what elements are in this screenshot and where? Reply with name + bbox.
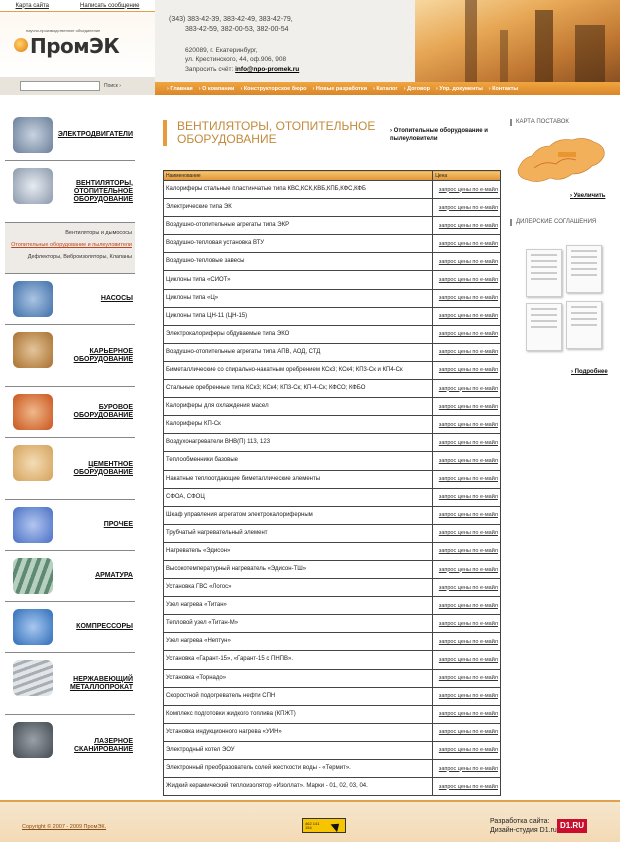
delivery-map[interactable] bbox=[514, 130, 608, 190]
price-request-link[interactable]: запрос цены по e-майл bbox=[433, 217, 501, 235]
product-name: Установка «Гарант-15», «Гарант-15 с ПНПВ». bbox=[164, 651, 433, 669]
category-label: ЛАЗЕРНОЕ СКАНИРОВАНИЕ bbox=[73, 738, 133, 753]
copyright[interactable]: Copyright © 2007 - 2009 ПромЭК. bbox=[22, 824, 107, 830]
category-item[interactable] bbox=[5, 274, 135, 325]
product-name: Стальные оребренные типа КСк3; КСк4; КП3-Ск; КП-4-Ск; КФСО; КФБО bbox=[164, 380, 433, 398]
category-label: КОМПРЕССОРЫ bbox=[76, 623, 133, 630]
request-label: Запросить счёт: bbox=[185, 66, 234, 73]
product-table bbox=[163, 170, 501, 796]
category-item[interactable] bbox=[5, 653, 135, 715]
category-label: БУРОВОЕ ОБОРУДОВАНИЕ bbox=[73, 404, 133, 419]
price-request-link[interactable]: запрос цены по e-майл bbox=[433, 380, 501, 398]
table-row bbox=[164, 741, 501, 759]
product-name: Тепловой узел «Титан-М» bbox=[164, 615, 433, 633]
price-request-link[interactable]: запрос цены по e-майл bbox=[433, 506, 501, 524]
table-row bbox=[164, 760, 501, 778]
price-request-link[interactable]: запрос цены по e-майл bbox=[433, 579, 501, 597]
certificate-thumbnail[interactable] bbox=[566, 245, 602, 293]
product-name: Комплекс подготовки жидкого топлива (КПЖТ) bbox=[164, 705, 433, 723]
drill-rig-icon bbox=[13, 394, 53, 430]
table-row bbox=[164, 253, 501, 271]
nav-new-developments[interactable]: › Новые разработки bbox=[312, 85, 368, 92]
product-name: Воздушно-тепловая установка ВТУ bbox=[164, 235, 433, 253]
table-row bbox=[164, 506, 501, 524]
product-name: Калориферы для охлаждения масел bbox=[164, 398, 433, 416]
nav-contract[interactable]: › Договор bbox=[403, 85, 431, 92]
price-request-link[interactable]: запрос цены по e-майл bbox=[433, 778, 501, 796]
valve-icon bbox=[13, 558, 53, 594]
price-request-link[interactable]: запрос цены по e-майл bbox=[433, 398, 501, 416]
top-links bbox=[0, 0, 155, 12]
price-request-link[interactable]: запрос цены по e-майл bbox=[433, 615, 501, 633]
table-row bbox=[164, 705, 501, 723]
product-name: Установка «Торнадо» bbox=[164, 669, 433, 687]
product-name: Биметаллические со спирально-накатным оребрением КСк3; КСк4; КП3-Ск и КП4-Ск bbox=[164, 361, 433, 379]
nav-about[interactable]: › О компании bbox=[198, 85, 235, 92]
table-row bbox=[164, 434, 501, 452]
table-row bbox=[164, 669, 501, 687]
product-name: Электрические типа ЭК bbox=[164, 199, 433, 217]
product-name: СФОА, СФОЦ bbox=[164, 488, 433, 506]
price-request-link[interactable]: запрос цены по e-майл bbox=[433, 651, 501, 669]
table-row bbox=[164, 542, 501, 560]
table-row bbox=[164, 452, 501, 470]
logo-tagline: научно-производственное объединение bbox=[26, 28, 101, 33]
price-request-link[interactable]: запрос цены по e-майл bbox=[433, 307, 501, 325]
price-request-link[interactable]: запрос цены по e-майл bbox=[433, 416, 501, 434]
table-row bbox=[164, 217, 501, 235]
product-name: Воздушно-отопительные агрегаты типа АПВ, АОД, СТД bbox=[164, 343, 433, 361]
laser-scanner-icon bbox=[13, 722, 53, 758]
certificate-thumbnail[interactable] bbox=[526, 303, 562, 351]
category-label: ЭЛЕКТРОДВИГАТЕЛИ bbox=[57, 131, 133, 138]
price-request-link[interactable]: запрос цены по e-майл bbox=[433, 452, 501, 470]
price-request-link[interactable]: запрос цены по e-майл bbox=[433, 343, 501, 361]
category-item[interactable] bbox=[5, 715, 135, 777]
table-row bbox=[164, 181, 501, 199]
price-request-link[interactable]: запрос цены по e-майл bbox=[433, 361, 501, 379]
category-sidebar bbox=[5, 110, 135, 777]
price-request-link[interactable]: запрос цены по e-майл bbox=[433, 542, 501, 560]
col-header-name: Наименование bbox=[164, 171, 433, 181]
category-item[interactable] bbox=[5, 551, 135, 602]
product-name: Калориферы стальные пластинчатые типа КВС,КСК,КВБ,КПБ,КФС,КФБ bbox=[164, 181, 433, 199]
product-name: Установка индукционного нагрева «УИН» bbox=[164, 723, 433, 741]
table-row bbox=[164, 687, 501, 705]
table-row bbox=[164, 615, 501, 633]
table-row bbox=[164, 723, 501, 741]
product-name: Скоростной подогреватель нефти СПН bbox=[164, 687, 433, 705]
certificate-thumbnail[interactable] bbox=[566, 301, 602, 349]
logo-mark-icon bbox=[14, 38, 28, 52]
price-request-link[interactable]: запрос цены по e-майл bbox=[433, 560, 501, 578]
misc-equipment-icon bbox=[13, 507, 53, 543]
table-header-row bbox=[164, 171, 501, 181]
address-line-2: ул. Крестинского, 44, оф.906, 908 bbox=[185, 56, 287, 63]
category-label: ВЕНТИЛЯТОРЫ, ОТОПИТЕЛЬНОЕ ОБОРУДОВАНИЕ bbox=[73, 179, 133, 203]
address bbox=[185, 46, 286, 64]
price-request-link[interactable]: запрос цены по e-майл bbox=[433, 199, 501, 217]
footer bbox=[0, 800, 620, 842]
product-name: Электронный преобразователь солей жесткости воды - «Термит». bbox=[164, 760, 433, 778]
table-row bbox=[164, 778, 501, 796]
category-item[interactable] bbox=[5, 602, 135, 653]
table-row bbox=[164, 470, 501, 488]
header-factory-image bbox=[415, 0, 620, 82]
table-row bbox=[164, 579, 501, 597]
table-row bbox=[164, 560, 501, 578]
price-request-link[interactable]: запрос цены по e-майл bbox=[433, 669, 501, 687]
price-request-link[interactable]: запрос цены по e-майл bbox=[433, 271, 501, 289]
main-nav bbox=[155, 82, 620, 95]
developer-label: Разработка сайта: bbox=[490, 818, 550, 825]
page-title: ВЕНТИЛЯТОРЫ, ОТОПИТЕЛЬНОЕ ОБОРУДОВАНИЕ bbox=[163, 120, 378, 146]
price-request-link[interactable]: запрос цены по e-майл bbox=[433, 524, 501, 542]
nav-contacts[interactable]: › Контакты bbox=[488, 85, 519, 92]
price-request-link[interactable]: запрос цены по e-майл bbox=[433, 235, 501, 253]
category-item[interactable] bbox=[5, 325, 135, 387]
price-request-link[interactable]: запрос цены по e-майл bbox=[433, 741, 501, 759]
dealer-section-title: ДИЛЕРСКИЕ СОГЛАШЕНИЯ bbox=[510, 219, 596, 226]
product-name: Воздушно-тепловые завесы bbox=[164, 253, 433, 271]
enlarge-map-link[interactable]: › Увеличить bbox=[570, 193, 606, 199]
product-name: Накатные теплоотдающие биметаллические элементы bbox=[164, 470, 433, 488]
pump-icon bbox=[13, 281, 53, 317]
address-line-1: 620089, г. Екатеринбург, bbox=[185, 47, 258, 54]
category-item[interactable] bbox=[5, 500, 135, 551]
table-row bbox=[164, 488, 501, 506]
category-label: ЦЕМЕНТНОЕ ОБОРУДОВАНИЕ bbox=[73, 460, 133, 476]
product-name: Калориферы КП-Ск bbox=[164, 416, 433, 434]
price-request-link[interactable]: запрос цены по e-майл bbox=[433, 687, 501, 705]
product-name: Трубчатый нагревательный элемент bbox=[164, 524, 433, 542]
nav-home[interactable]: › Главная bbox=[167, 85, 193, 92]
table-row bbox=[164, 325, 501, 343]
price-request-link[interactable]: запрос цены по e-майл bbox=[433, 253, 501, 271]
product-name: Электродный котел ЭОУ bbox=[164, 741, 433, 759]
table-row bbox=[164, 199, 501, 217]
metal-pipes-icon bbox=[13, 660, 53, 696]
motor-icon bbox=[13, 117, 53, 153]
subcategory-item[interactable]: Дефлекторы, Виброизоляторы, Клапаны bbox=[27, 254, 132, 260]
fan-icon bbox=[13, 168, 53, 204]
search-bar bbox=[0, 77, 155, 95]
table-row bbox=[164, 651, 501, 669]
sitemap-link[interactable]: Карта сайта bbox=[15, 2, 49, 9]
counter-arrow-icon bbox=[331, 819, 343, 831]
request-invoice bbox=[185, 66, 299, 73]
product-name: Нагреватель «Эдисон» bbox=[164, 542, 433, 560]
table-row bbox=[164, 416, 501, 434]
search-button[interactable]: Поиск › bbox=[104, 83, 121, 89]
product-name: Шкаф управления агрегатом электрокалориферным bbox=[164, 506, 433, 524]
category-label: АРМАТУРА bbox=[95, 572, 133, 579]
price-request-link[interactable]: запрос цены по e-майл bbox=[433, 633, 501, 651]
more-label: Подробнее bbox=[574, 369, 608, 375]
table-row bbox=[164, 633, 501, 651]
product-name: Узел нагрева «Титан» bbox=[164, 597, 433, 615]
phones bbox=[169, 15, 293, 35]
write-message-link[interactable]: Написать сообщение bbox=[80, 2, 140, 9]
category-label: ПРОЧЕЕ bbox=[103, 521, 133, 528]
logo-name: ПромЭК bbox=[30, 34, 120, 58]
subcategory-item-active[interactable]: Отопительные оборудование и пылеуловители bbox=[11, 242, 132, 248]
product-name: Воздухонагреватели ВНВ(П) 113, 123 bbox=[164, 434, 433, 452]
table-row bbox=[164, 398, 501, 416]
enlarge-label: Увеличить bbox=[573, 193, 606, 199]
subcategory-list bbox=[5, 223, 135, 274]
category-item[interactable] bbox=[5, 438, 135, 500]
contact-block bbox=[155, 0, 415, 82]
table-row bbox=[164, 235, 501, 253]
breadcrumb[interactable]: › Отопительные оборудование и пылеуловители bbox=[390, 128, 488, 142]
price-request-link[interactable]: запрос цены по e-майл bbox=[433, 470, 501, 488]
search-input[interactable] bbox=[20, 81, 100, 91]
nav-catalog[interactable]: › Каталог bbox=[373, 85, 398, 92]
certificate-thumbnail[interactable] bbox=[526, 249, 562, 297]
price-request-link[interactable]: запрос цены по e-майл bbox=[433, 434, 501, 452]
developer-credit bbox=[490, 817, 557, 835]
nav-documents[interactable]: › Упр. документы bbox=[436, 85, 483, 92]
product-name: Узел нагрева «Нептун» bbox=[164, 633, 433, 651]
category-item[interactable] bbox=[5, 387, 135, 438]
product-name: Установка ГВС «Логос» bbox=[164, 579, 433, 597]
email-link[interactable]: info@npo-promek.ru bbox=[235, 66, 300, 73]
search-button-label: Поиск bbox=[104, 83, 118, 89]
col-header-price: Цена bbox=[433, 171, 501, 181]
subcategory-item[interactable]: Вентиляторы и дымососы bbox=[65, 230, 132, 236]
nav-design-bureau[interactable]: › Конструкторское бюро bbox=[240, 85, 307, 92]
category-item[interactable] bbox=[5, 110, 135, 161]
product-name: Теплообменники базовые bbox=[164, 452, 433, 470]
product-name: Электрокалориферы обдуваемые типа ЭКО bbox=[164, 325, 433, 343]
category-item[interactable] bbox=[5, 161, 135, 223]
price-request-link[interactable]: запрос цены по e-майл bbox=[433, 723, 501, 741]
category-label: НАСОСЫ bbox=[100, 295, 133, 302]
developer-name[interactable]: Дизайн-студия D1.ru bbox=[490, 827, 557, 834]
price-request-link[interactable]: запрос цены по e-майл bbox=[433, 289, 501, 307]
price-request-link[interactable]: запрос цены по e-майл bbox=[433, 705, 501, 723]
cement-equipment-icon bbox=[13, 445, 53, 481]
category-label: НЕРЖАВЕЮЩИЙ МЕТАЛЛОПРОКАТ bbox=[69, 675, 133, 691]
phone-line-2: 383-42-59, 382-00-53, 382-00-54 bbox=[185, 26, 289, 33]
product-name: Циклоны типа ЦН-11 (ЦН-15) bbox=[164, 307, 433, 325]
map-section-title: КАРТА ПОСТАВОК bbox=[510, 119, 569, 126]
price-request-link[interactable]: запрос цены по e-майл bbox=[433, 181, 501, 199]
product-name: Воздушно-отопительные агрегаты типа ЭКР bbox=[164, 217, 433, 235]
product-name: Высокотемпературный нагреватель «Эдисон-ТШ» bbox=[164, 560, 433, 578]
price-request-link[interactable]: запрос цены по e-майл bbox=[433, 760, 501, 778]
table-row bbox=[164, 271, 501, 289]
table-row bbox=[164, 380, 501, 398]
price-request-link[interactable]: запрос цены по e-майл bbox=[433, 325, 501, 343]
table-row bbox=[164, 343, 501, 361]
logo[interactable] bbox=[0, 12, 155, 77]
compressor-icon bbox=[13, 609, 53, 645]
table-row bbox=[164, 597, 501, 615]
table-row bbox=[164, 289, 501, 307]
table-row bbox=[164, 307, 501, 325]
phone-line-1: (343) 383-42-39, 383-42-49, 383-42-79, bbox=[169, 16, 293, 23]
price-request-link[interactable]: запрос цены по e-майл bbox=[433, 597, 501, 615]
price-request-link[interactable]: запрос цены по e-майл bbox=[433, 488, 501, 506]
product-name: Циклоны типа «СИОТ» bbox=[164, 271, 433, 289]
product-name: Жидкий керамический теплоизолятор «Изоллат». Марки - 01, 02, 03, 04. bbox=[164, 778, 433, 796]
counter-value: 462 141 154 bbox=[305, 820, 320, 830]
table-row bbox=[164, 524, 501, 542]
visit-counter[interactable] bbox=[302, 818, 346, 833]
more-link[interactable]: › Подробнее bbox=[571, 369, 608, 375]
d1-logo[interactable]: D1.RU bbox=[557, 819, 587, 833]
category-label: КАРЬЕРНОЕ ОБОРУДОВАНИЕ bbox=[73, 347, 133, 363]
product-name: Циклоны типа «Ц» bbox=[164, 289, 433, 307]
table-row bbox=[164, 361, 501, 379]
breadcrumb-label: Отопительные оборудование и пылеуловители bbox=[390, 128, 488, 142]
excavator-icon bbox=[13, 332, 53, 368]
header bbox=[0, 0, 620, 95]
